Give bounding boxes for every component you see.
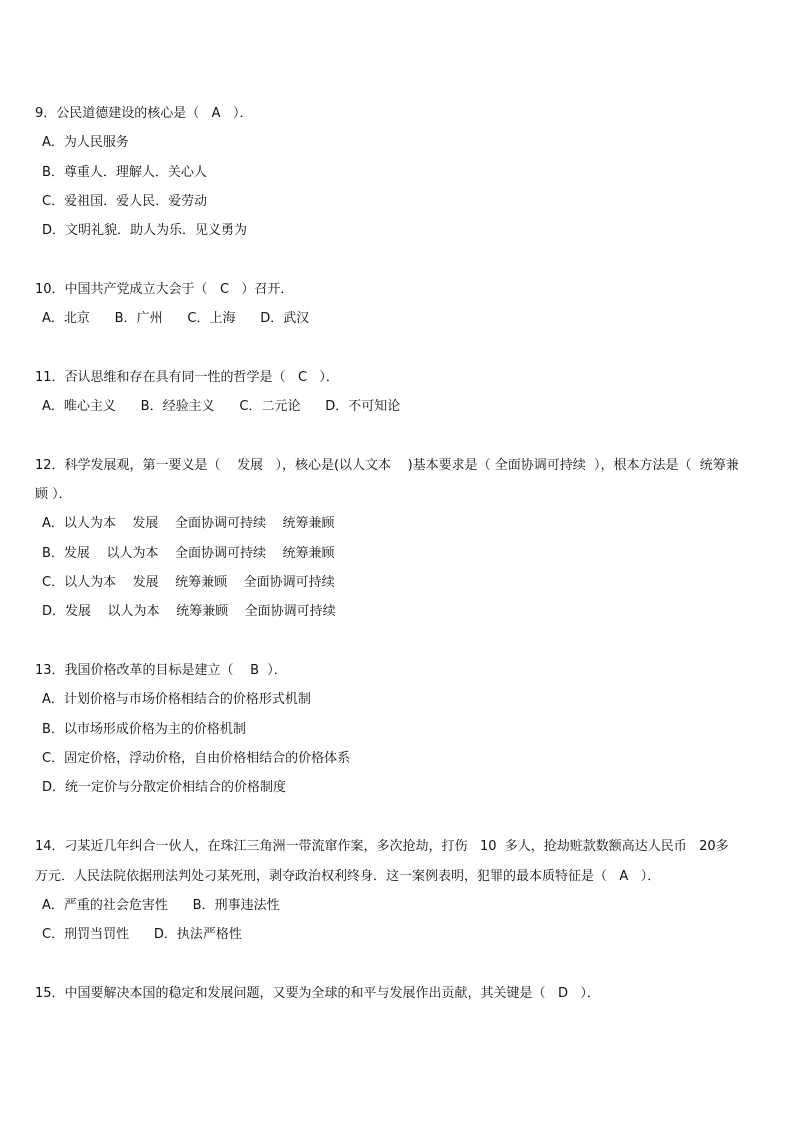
question-12-stem-continued: 顾 ）． <box>35 487 72 502</box>
question-9-option-a: A．为人民服务 <box>42 135 129 150</box>
question-13-option-b: B．以市场形成价格为主的价格机制 <box>42 722 246 737</box>
question-12-option-a: A．以人为本 发展 全面协调可持续 统筹兼顾 <box>42 516 335 531</box>
question-13-option-d: D．统一定价与分散定价相结合的价格制度 <box>42 780 287 795</box>
question-10-options: A．北京 B．广州 C．上海 D．武汉 <box>42 311 310 326</box>
question-14-options-cd: C．刑罚当罚性 D．执法严格性 <box>42 927 242 942</box>
question-14-stem-continued: 万元．人民法院依据刑法判处刁某死刑，剥夺政治权利终身．这一案例表明，犯罪的最本质特征是（ A ）． <box>35 869 661 884</box>
question-12-option-c: C．以人为本 发展 统筹兼顾 全面协调可持续 <box>42 575 335 590</box>
question-10-stem: 10．中国共产党成立大会于（ C ）召开． <box>35 282 294 297</box>
question-9-option-b: B．尊重人．理解人．关心人 <box>42 165 207 180</box>
question-13-option-a: A．计划价格与市场价格相结合的价格形式机制 <box>42 692 311 707</box>
question-12-option-d: D．发展 以人为本 统筹兼顾 全面协调可持续 <box>42 604 336 619</box>
question-12-option-b: B．发展 以人为本 全面协调可持续 统筹兼顾 <box>42 546 335 561</box>
question-9-option-c: C．爱祖国．爱人民．爱劳动 <box>42 194 208 209</box>
question-9-option-d: D．文明礼貌．助人为乐．见义勇为 <box>42 223 248 238</box>
question-11-options: A．唯心主义 B．经验主义 C．二元论 D．不可知论 <box>42 399 401 414</box>
question-9-stem: 9．公民道德建设的核心是（ A ）． <box>35 106 253 121</box>
question-11-stem: 11．否认思维和存在具有同一性的哲学是（ C ）． <box>35 370 339 385</box>
question-12-stem: 12．科学发展观，第一要义是（ 发展 ），核心是(以人文本 )基本要求是（ 全面协调可持续 ），根本方法是（ 统筹兼 <box>35 458 739 473</box>
question-15-stem: 15．中国要解决本国的稳定和发展问题，又要为全球的和平与发展作出贡献，其关键是（ D ）． <box>35 986 600 1001</box>
question-14-stem: 14．刁某近几年纠合一伙人，在珠江三角洲一带流窜作案，多次抢劫，打伤 10 多人，抢劫赃款数额高达人民币 20多 <box>35 839 729 854</box>
question-13-option-c: C．固定价格，浮动价格，自由价格相结合的价格体系 <box>42 751 351 766</box>
question-14-options-ab: A．严重的社会危害性 B．刑事违法性 <box>42 898 280 913</box>
question-13-stem: 13．我国价格改革的目标是建立（ B ）． <box>35 663 287 678</box>
